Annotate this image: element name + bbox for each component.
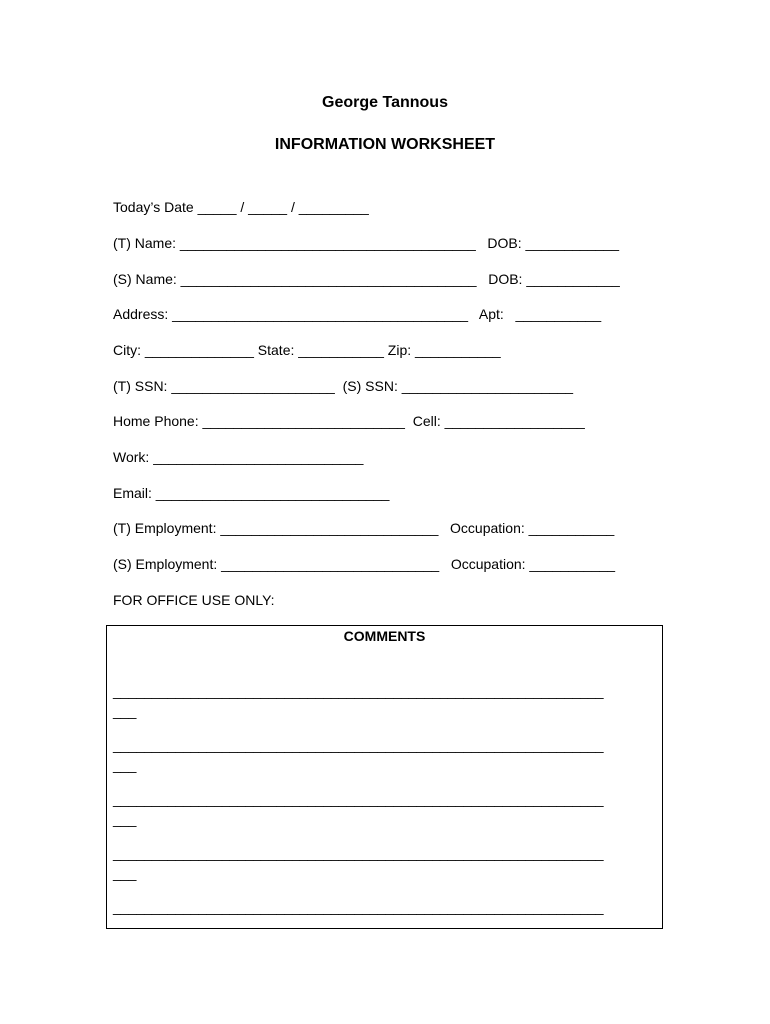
comments-title: COMMENTS: [343, 628, 426, 644]
s-name-field[interactable]: (S) Name: ______________________________________ DOB: ____________: [113, 271, 620, 287]
comment-line[interactable]: ___: [113, 703, 137, 719]
ssn-field[interactable]: (T) SSN: _____________________ (S) SSN: ______________________: [113, 378, 574, 394]
city-state-zip-field[interactable]: City: ______________ State: ___________ Zip: ___________: [113, 342, 501, 358]
s-employment-field[interactable]: (S) Employment: ____________________________ Occupation: ___________: [113, 556, 616, 572]
comment-line[interactable]: _______________________________________________________________: [113, 791, 604, 807]
client-name-heading: George Tannous: [322, 94, 448, 111]
office-use-label: FOR OFFICE USE ONLY:: [113, 592, 275, 608]
phone-field[interactable]: Home Phone: __________________________ Cell: __________________: [113, 413, 585, 429]
t-name-field[interactable]: (T) Name: ______________________________________ DOB: ____________: [113, 235, 619, 251]
comment-line[interactable]: _______________________________________________________________: [113, 737, 604, 753]
comment-line[interactable]: ___: [113, 757, 137, 773]
comments-box: [106, 625, 663, 929]
t-employment-field[interactable]: (T) Employment: ____________________________ Occupation: ___________: [113, 520, 615, 536]
work-field[interactable]: Work: ___________________________: [113, 449, 364, 465]
address-field[interactable]: Address: ______________________________________ Apt: ___________: [113, 306, 602, 322]
comment-line[interactable]: ___: [113, 811, 137, 827]
worksheet-title: INFORMATION WORKSHEET: [274, 136, 496, 153]
email-field[interactable]: Email: ______________________________: [113, 485, 390, 501]
comment-line[interactable]: _______________________________________________________________: [113, 845, 604, 861]
todays-date-field[interactable]: Today’s Date _____ / _____ / _________: [113, 199, 369, 215]
comment-line[interactable]: ___: [113, 913, 137, 929]
comment-line[interactable]: _______________________________________________________________: [113, 683, 604, 699]
comment-line[interactable]: _______________________________________________________________: [113, 899, 604, 915]
comment-line[interactable]: ___: [113, 865, 137, 881]
